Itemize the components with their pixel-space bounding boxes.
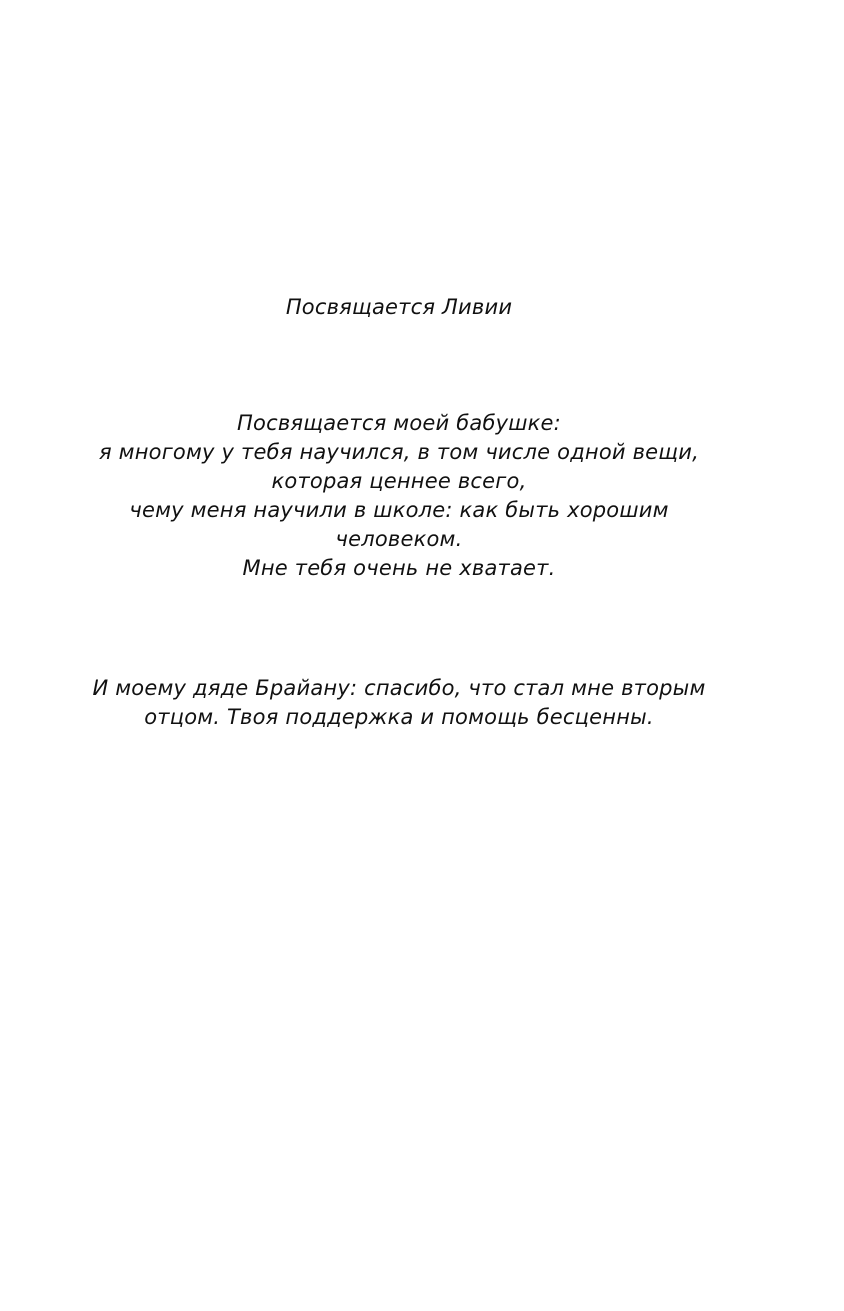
dedication-line: человеком. xyxy=(335,527,463,551)
dedication-line: Посвящается моей бабушке: xyxy=(237,411,561,435)
dedication-line: чему меня научили в школе: как быть хорошим xyxy=(129,498,669,522)
dedication-line: отцом. Твоя поддержка и помощь бесценны. xyxy=(144,705,654,729)
dedication-grandmother xyxy=(0,409,798,583)
dedication-line: которая ценнее всего, xyxy=(271,469,527,493)
dedication-line: И моему дяде Брайану: спасибо, что стал мне вторым xyxy=(92,676,706,700)
dedication-line: Мне тебя очень не хватает. xyxy=(242,556,556,580)
dedication-livia xyxy=(0,293,798,322)
dedication-line: Посвящается Ливии xyxy=(285,295,513,319)
dedication-uncle-brian xyxy=(0,674,798,732)
dedication-line: я многому у тебя научился, в том числе одной вещи, xyxy=(98,440,700,464)
